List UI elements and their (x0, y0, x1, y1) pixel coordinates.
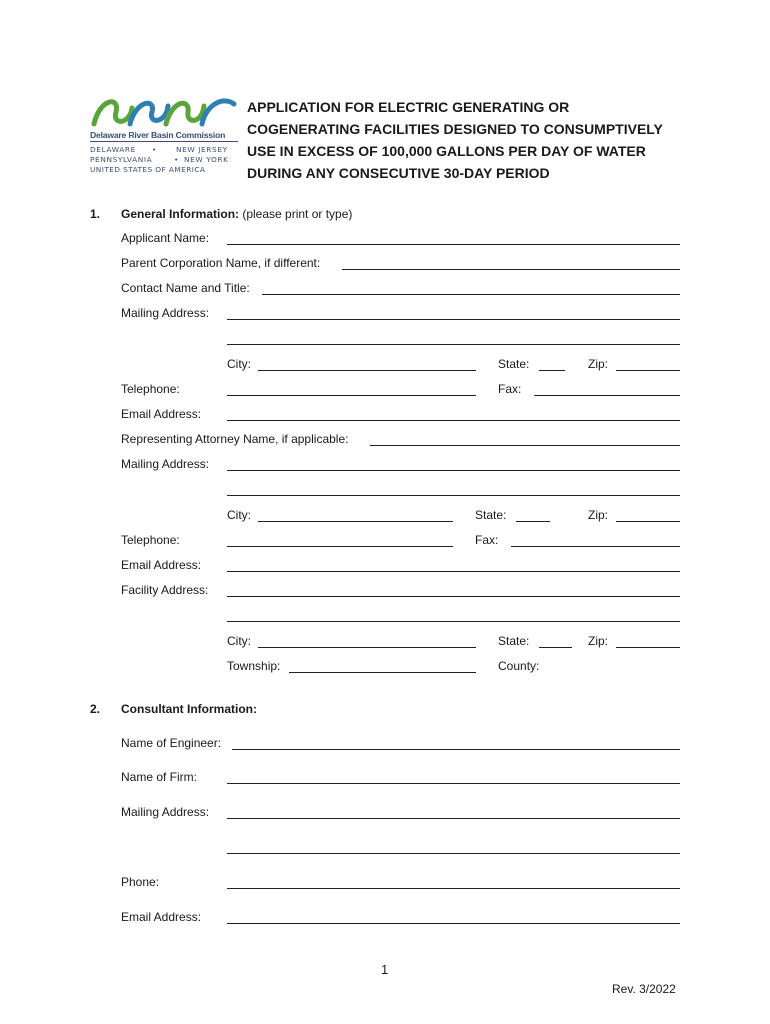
section-2-heading: Consultant Information: (121, 702, 257, 716)
mailing-address-field-2[interactable] (227, 344, 680, 345)
attorney-state-label: State: (475, 508, 507, 522)
logo-country-text: UNITED STATES OF AMERICA (90, 165, 206, 174)
attorney-city-field[interactable] (258, 521, 453, 522)
logo-divider (90, 141, 238, 142)
telephone-field[interactable] (227, 395, 476, 396)
facility-city-label: City: (227, 634, 251, 648)
mailing-address-field[interactable] (227, 319, 680, 320)
consultant-phone-label: Phone: (121, 875, 160, 889)
facility-state-label: State: (498, 634, 530, 648)
attorney-telephone-label: Telephone: (121, 533, 180, 547)
facility-address-field[interactable] (227, 596, 680, 597)
parent-corporation-field[interactable] (342, 269, 680, 270)
mailing-address-label: Mailing Address: (121, 306, 210, 320)
township-field[interactable] (289, 672, 476, 673)
section-1-heading-text: General Information: (121, 207, 240, 221)
section-1-heading (121, 207, 352, 221)
drbc-wave-logo-icon (90, 94, 238, 130)
logo-state-text: NEW JERSEY (176, 145, 228, 154)
attorney-name-field[interactable] (370, 445, 680, 446)
drbc-logo (90, 94, 238, 178)
attorney-mailing-label: Mailing Address: (121, 457, 210, 471)
email-label: Email Address: (121, 407, 202, 421)
zip-field[interactable] (616, 370, 680, 371)
logo-bullet-icon: • (152, 145, 157, 154)
contact-name-field[interactable] (262, 294, 680, 295)
state-label: State: (498, 357, 530, 371)
page-number: 1 (381, 962, 389, 977)
state-field[interactable] (539, 370, 565, 371)
zip-label: Zip: (588, 357, 609, 371)
revision-date: Rev. 3/2022 (612, 982, 676, 996)
contact-name-label: Contact Name and Title: (121, 281, 250, 295)
applicant-name-label: Applicant Name: (121, 231, 210, 245)
title-line: COGENERATING FACILITIES DESIGNED TO CONSUMPTIVELY (247, 121, 663, 137)
consultant-email-field[interactable] (227, 923, 680, 924)
title-line: USE IN EXCESS OF 100,000 GALLONS PER DAY OF WATER (247, 143, 646, 159)
logo-bullet-icon: • (174, 155, 179, 164)
attorney-mailing-field[interactable] (227, 470, 680, 471)
fax-field[interactable] (534, 395, 680, 396)
facility-zip-field[interactable] (616, 647, 680, 648)
city-label: City: (227, 357, 251, 371)
section-2-number: 2. (90, 702, 101, 716)
engineer-name-label: Name of Engineer: (121, 736, 222, 750)
parent-corporation-label: Parent Corporation Name, if different: (121, 256, 321, 270)
title-line: APPLICATION FOR ELECTRIC GENERATING OR (247, 99, 570, 115)
logo-state-text: PENNSYLVANIA (90, 155, 153, 164)
attorney-zip-label: Zip: (588, 508, 609, 522)
section-1-note: (please print or type) (239, 207, 353, 221)
applicant-name-field[interactable] (227, 244, 680, 245)
logo-state-text: DELAWARE (90, 145, 136, 154)
attorney-state-field[interactable] (516, 521, 550, 522)
attorney-email-field[interactable] (227, 571, 680, 572)
facility-zip-label: Zip: (588, 634, 609, 648)
consultant-mailing-label: Mailing Address: (121, 805, 210, 819)
consultant-phone-field[interactable] (227, 888, 680, 889)
attorney-email-label: Email Address: (121, 558, 202, 572)
firm-name-label: Name of Firm: (121, 770, 198, 784)
section-1-number: 1. (90, 207, 101, 221)
form-title (247, 96, 717, 184)
attorney-fax-field[interactable] (511, 546, 680, 547)
attorney-city-label: City: (227, 508, 251, 522)
attorney-zip-field[interactable] (616, 521, 680, 522)
city-field[interactable] (258, 370, 476, 371)
consultant-email-label: Email Address: (121, 910, 202, 924)
facility-city-field[interactable] (258, 647, 476, 648)
attorney-fax-label: Fax: (475, 533, 499, 547)
facility-address-field-2[interactable] (227, 621, 680, 622)
consultant-mailing-field[interactable] (227, 818, 680, 819)
engineer-name-field[interactable] (232, 749, 680, 750)
facility-address-label: Facility Address: (121, 583, 209, 597)
facility-state-field[interactable] (539, 647, 572, 648)
fax-label: Fax: (498, 382, 522, 396)
county-label: County: (498, 659, 540, 673)
firm-name-field[interactable] (227, 783, 680, 784)
attorney-telephone-field[interactable] (227, 546, 453, 547)
title-line: DURING ANY CONSECUTIVE 30-DAY PERIOD (247, 165, 550, 181)
logo-organization-name: Delaware River Basin Commission (90, 130, 226, 140)
attorney-mailing-field-2[interactable] (227, 495, 680, 496)
consultant-mailing-field-2[interactable] (227, 853, 680, 854)
attorney-name-label: Representing Attorney Name, if applicable: (121, 432, 349, 446)
email-field[interactable] (227, 420, 680, 421)
township-label: Township: (227, 659, 281, 673)
logo-state-text: NEW YORK (184, 155, 229, 164)
telephone-label: Telephone: (121, 382, 180, 396)
